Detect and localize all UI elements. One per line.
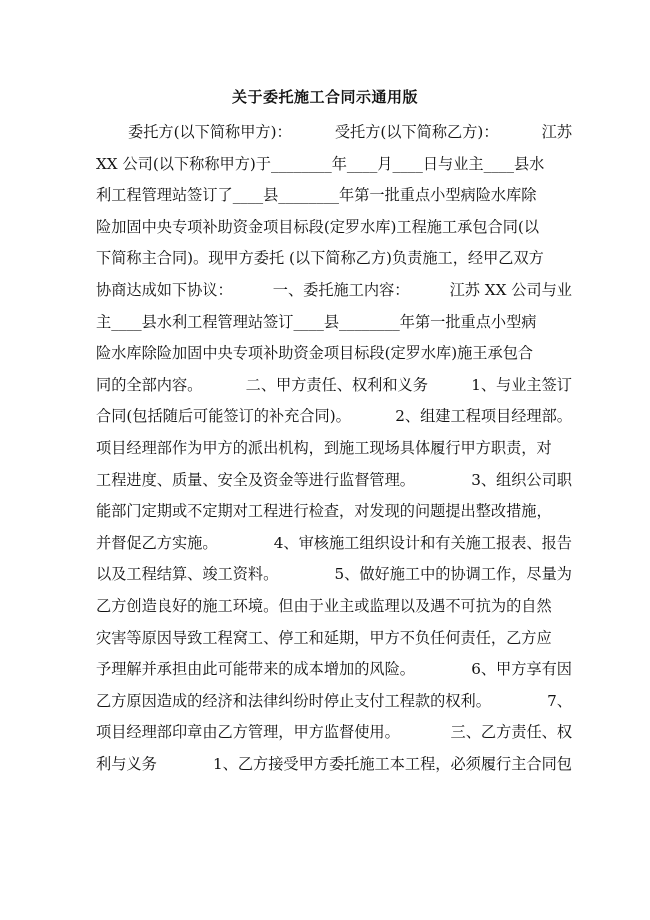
text-segment: 江苏 — [541, 123, 572, 141]
text-line — [96, 180, 572, 212]
text-line — [96, 275, 572, 307]
text-segment: 项目经理部印章由乙方管理，甲方监督使用。 — [96, 723, 400, 742]
text-segment: 项目经理部作为甲方的派出机构，到施工现场具体履行甲方职责，对 — [96, 438, 552, 457]
text-segment: 并督促乙方实施。 — [96, 533, 218, 552]
text-segment: 受托方(以下简称乙方)： — [334, 123, 499, 141]
text-segment: 险水库除险加固中央专项补助资金项目标段(定罗水库)施王承包合 — [96, 344, 534, 363]
text-line — [96, 149, 572, 181]
document-body — [96, 117, 572, 780]
document-title: 关于委托施工合同示通用版 — [231, 88, 418, 106]
text-segment: 主____县水利工程管理站签订____县________年第一批重点小型病 — [96, 312, 537, 331]
text-segment: 1、与业主签订 — [471, 375, 572, 394]
text-segment: 乙方创造良好的施工环境。但由于业主或监理以及遇不可抗为的自然 — [96, 596, 552, 615]
text-segment: 合同(包括随后可能签订的补充合同)。 — [96, 407, 351, 426]
text-segment: 灾害等原因导致工程窝工、停工和延期，甲方不负任何责任，乙方应 — [96, 628, 552, 647]
text-line — [96, 117, 572, 149]
text-segment: 协商达成如下协议： — [96, 280, 233, 299]
text-segment: 险加固中央专项补助资金项目标段(定罗水库)工程施工承包合同(以 — [96, 217, 540, 236]
text-segment: XX 公司(以下称称甲方)于________年____月____日与业主____县水 — [96, 154, 545, 173]
text-line — [96, 559, 572, 591]
text-segment: 予理解并承担由此可能带来的成本增加的风险。 — [96, 660, 415, 679]
text-segment: 工程进度、质量、安全及资金等进行监督管理。 — [96, 470, 415, 489]
text-segment: 能部门定期或不定期对工程进行检查，对发现的问题提出整改措施， — [96, 502, 552, 521]
text-segment: 下简称主合同)。现甲方委托 (以下简称乙方)负责施工，经甲乙双方 — [96, 249, 544, 268]
text-line — [96, 528, 572, 560]
text-segment: 一、委托施工内容： — [272, 280, 410, 299]
text-line — [96, 465, 572, 497]
text-segment: 三、乙方责任、权 — [450, 723, 572, 742]
text-line — [96, 243, 572, 275]
text-segment: 4、审核施工组织设计和有关施工报表、报告 — [273, 533, 572, 552]
text-segment: 以及工程结算、竣工资料。 — [96, 565, 279, 584]
text-segment: 6、甲方享有因 — [471, 660, 572, 679]
text-line — [96, 307, 572, 339]
text-line — [96, 433, 572, 465]
text-line — [96, 654, 572, 686]
text-line — [96, 496, 572, 528]
text-segment: 二、甲方责任、权利和义务 — [245, 375, 428, 394]
text-segment: 利工程管理站签订了____县________年第一批重点小型病险水库除 — [96, 186, 537, 205]
text-line — [96, 591, 572, 623]
text-segment: 乙方原因造成的经济和法律纠纷时停止支付工程款的权利。 — [96, 691, 491, 710]
text-segment: 江苏 XX 公司与业 — [449, 280, 572, 299]
text-segment: 3、组织公司职 — [471, 470, 572, 489]
text-line — [96, 212, 572, 244]
text-segment: 7、 — [547, 691, 572, 710]
text-line — [96, 338, 572, 370]
text-segment: 5、做好施工中的协调工作，尽量为 — [334, 565, 572, 584]
text-line — [96, 401, 572, 433]
text-segment: 2、组建工程项目经理部。 — [395, 407, 572, 426]
text-line — [96, 370, 572, 402]
text-line — [96, 686, 572, 718]
text-segment: 1、乙方接受甲方委托施工本工程，必须履行主合同包 — [213, 754, 572, 773]
text-segment: 委托方(以下简称甲方)： — [128, 123, 292, 141]
text-line — [96, 623, 572, 655]
text-segment: 同的全部内容。 — [96, 375, 203, 394]
text-line — [96, 717, 572, 749]
text-segment: 利与义务 — [96, 754, 157, 773]
text-line — [96, 749, 572, 781]
